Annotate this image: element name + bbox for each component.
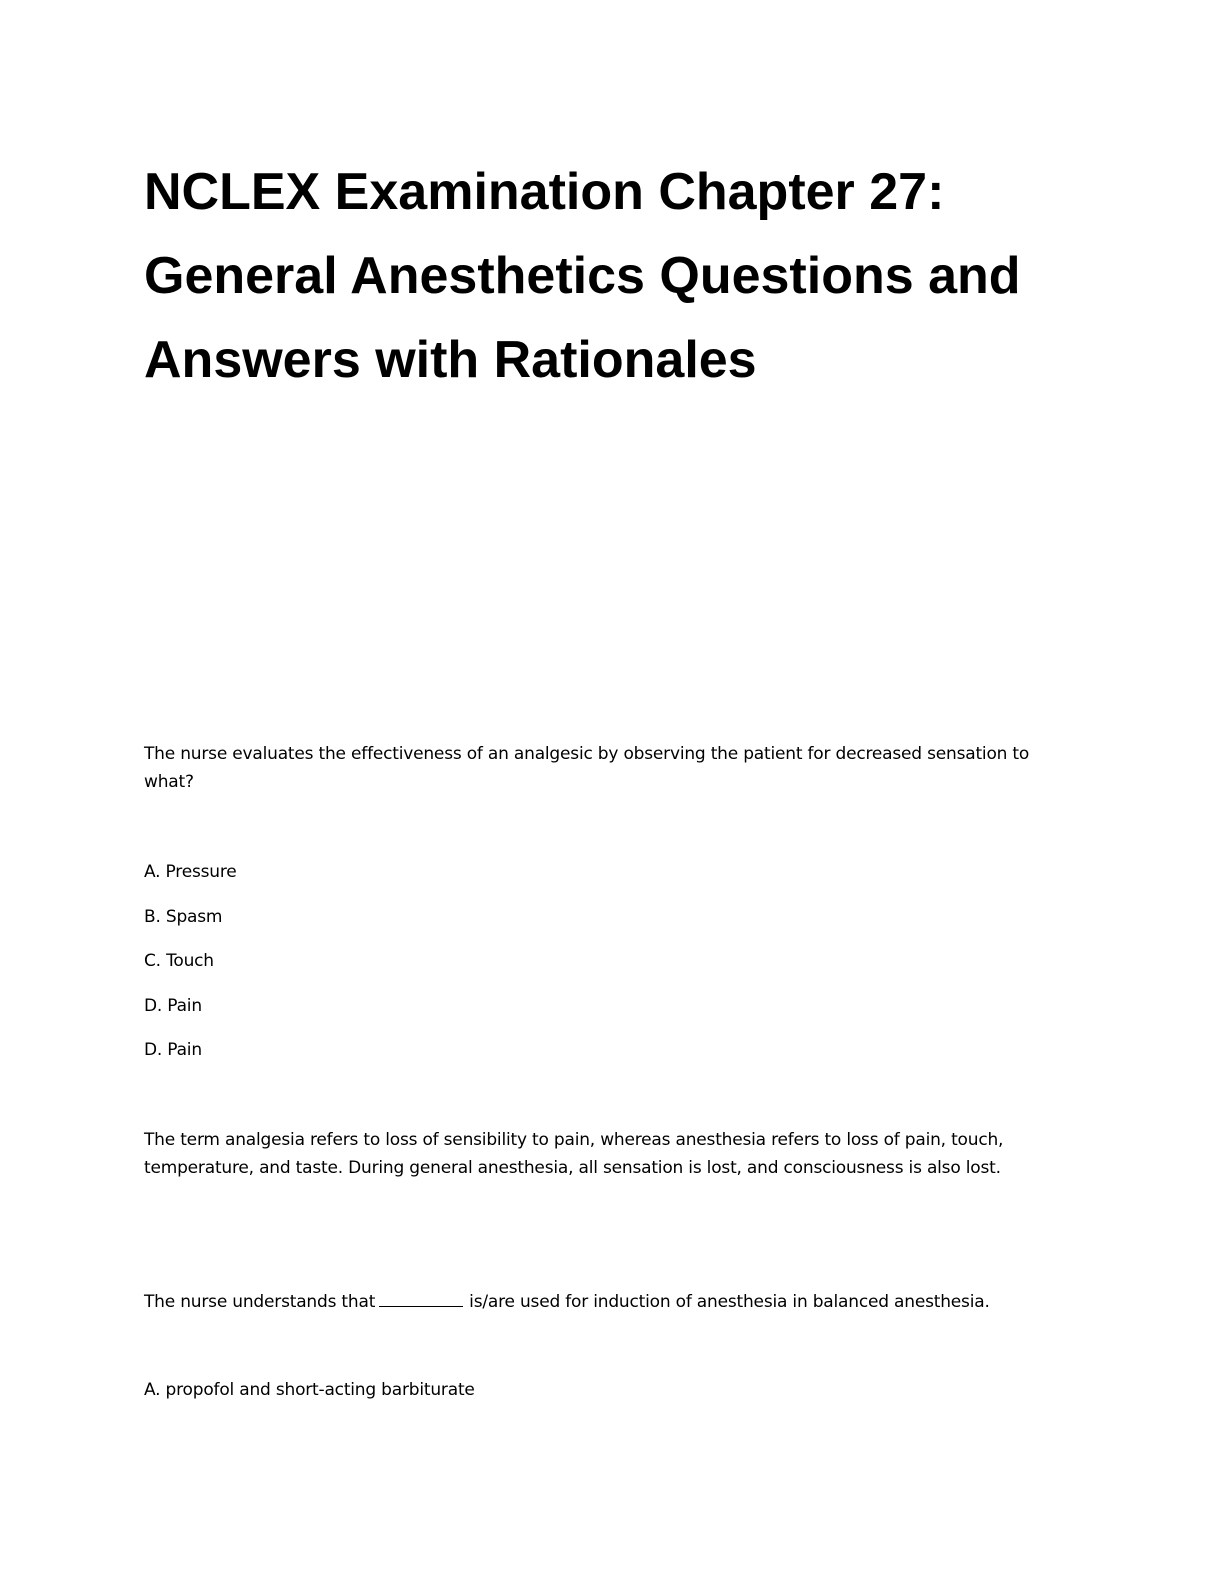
- question-1-option-b: B. Spasm: [144, 907, 223, 927]
- question-1-rationale: The term analgesia refers to loss of sensibility to pain, whereas anesthesia refers to loss of pain, touch, temperature, and taste. During general anesthesia, all sensation is lost, and consciousness is also lost.: [144, 1130, 1004, 1178]
- question-1-option-c: C. Touch: [144, 951, 214, 971]
- question-2-stem-after-blank: is/are used for induction of anesthesia in balanced anesthesia.: [469, 1292, 990, 1312]
- question-2-option-a: A. propofol and short-acting barbiturate: [144, 1380, 475, 1400]
- question-2-stem-before-blank: The nurse understands that: [144, 1292, 376, 1312]
- question-1-option-a: A. Pressure: [144, 862, 237, 882]
- question-1-stem: The nurse evaluates the effectiveness of an analgesic by observing the patient for decreased sensation to what?: [144, 744, 1030, 792]
- question-1-option-d: D. Pain: [144, 996, 202, 1016]
- question-2-stem: [144, 1288, 1084, 1316]
- answer-blank: [379, 1292, 463, 1307]
- question-1-answer: D. Pain: [144, 1040, 202, 1060]
- document-title: NCLEX Examination Chapter 27: General Anesthetics Questions and Answers with Rationales: [144, 163, 1021, 389]
